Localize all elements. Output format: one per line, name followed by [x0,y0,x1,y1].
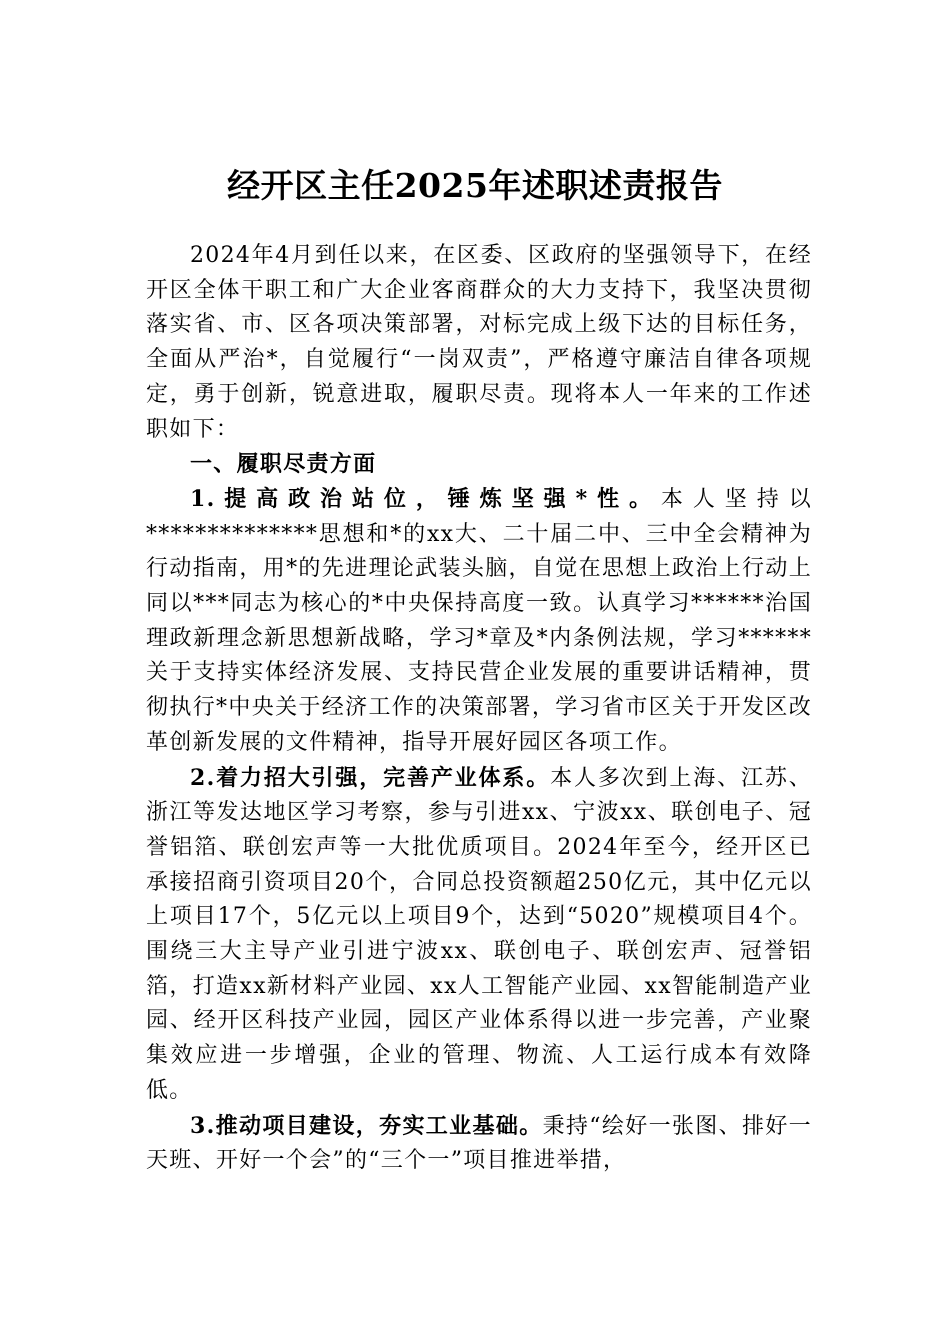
paragraph-text: 本人多次到上海、江苏、浙江等发达地区学习考察，参与引进xx、宁波xx、联创电子、冠誉铝箔、联创宏声等一大批优质项目。2024年至今，经开区已承接招商引资项目20个，合同总投资额超250亿元，其中亿元以上项目17个，5亿元以上项目9个，达到“5020”规模项目4个。围绕三大主导产业引进宁波xx、联创电子、联创宏声、冠誉铝箔，打造xx新材料产业园、xx人工智能产业园、xx智能制造产业园、经开区科技产业园，园区产业体系得以进一步完善，产业聚集效应进一步增强，企业的管理、物流、人工运行成本有效降低。 [146,765,812,1103]
intro-paragraph [146,239,812,447]
paragraph-item-1 [146,482,812,761]
paragraph-text: 2024年4月到任以来，在区委、区政府的坚强领导下，在经开区全体干职工和广大企业客商群众的大力支持下，我坚决贯彻落实省、市、区各项决策部署，对标完成上级下达的目标任务，全面从严治*，自觉履行“一岗双责”，严格遵守廉洁自律各项规定，勇于创新，锐意进取，履职尽责。现将本人一年来的工作述职如下： [146,243,812,442]
paragraph-text: 秉持“绘好一张图、排好一天班、开好一个会”的“三个一”项目推进举措， [146,1113,812,1174]
document-title: 经开区主任2025年述职述责报告 [227,166,723,205]
paragraph-lead: 1.提高政治站位，锤炼坚强*性。 [190,485,661,512]
paragraph-lead: 2.着力招大引强，完善产业体系。 [190,764,551,791]
document-body [146,239,812,1179]
paragraph-item-2 [146,761,812,1109]
paragraph-text: 本人坚持以**************思想和*的xx大、二十届二中、三中全会精神为行动指南，用*的先进理论武装头脑，自觉在思想上政治上行动上同以***同志为核心的*中央保持高度一致。认真学习******治国理政新理念新思想新战略，学习*章及*内条例法规，学习******关于支持实体经济发展、支持民营企业发展的重要讲话精神，贯彻执行*中央关于经济工作的决策部署，学习省市区关于开发区改革创新发展的文件精神，指导开展好园区各项工作。 [146,486,812,755]
paragraph-lead: 3.推动项目建设，夯实工业基础。 [190,1112,543,1139]
section-heading: 一、履职尽责方面 [190,451,377,478]
paragraph-item-3 [146,1109,812,1179]
